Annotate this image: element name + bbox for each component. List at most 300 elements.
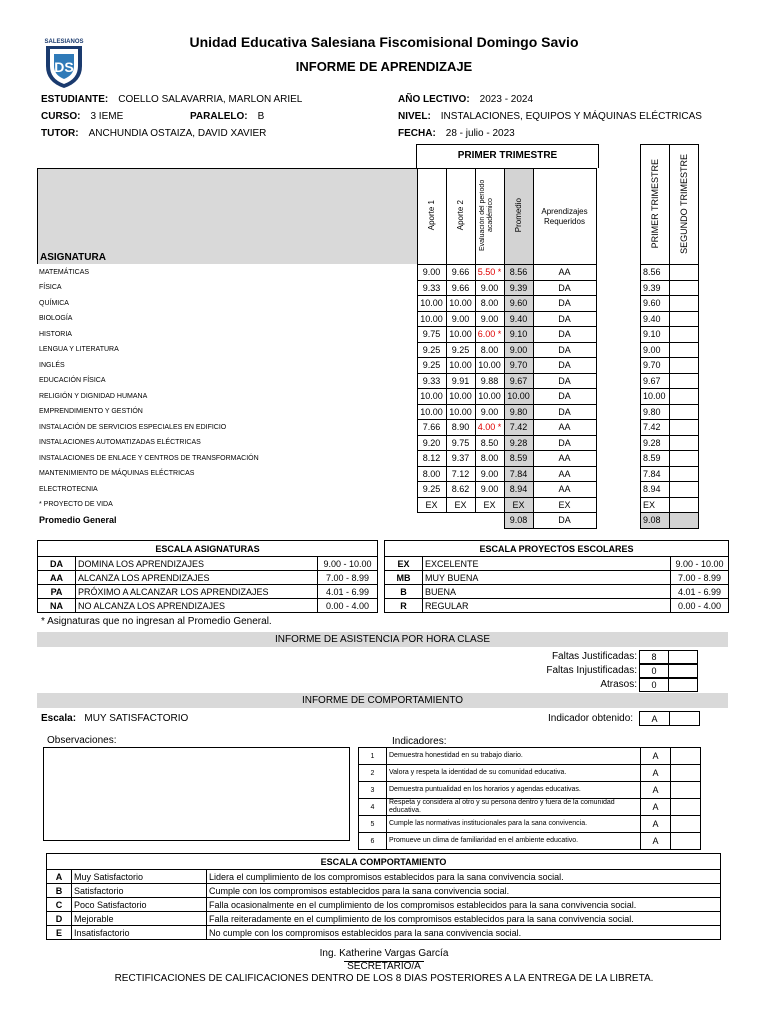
comp-name: Poco Satisfactorio xyxy=(72,898,207,912)
paralelo-row: PARALELO: B xyxy=(190,111,265,122)
grade-row xyxy=(37,311,596,327)
indicador-row xyxy=(359,748,701,765)
side-t2-cell xyxy=(670,327,699,343)
side-t1-cell: 8.56 xyxy=(641,265,670,281)
scale-range: 9.00 - 10.00 xyxy=(671,557,729,571)
grades-header-row xyxy=(37,169,596,265)
subject-name: EMPRENDIMIENTO Y GESTIÓN xyxy=(37,404,417,420)
school-name: Unidad Educativa Salesiana Fiscomisional Domingo Savio xyxy=(189,34,579,50)
aporte2-cell: 7.12 xyxy=(446,466,475,482)
svg-text:DS: DS xyxy=(54,59,74,75)
scale-row xyxy=(385,599,729,613)
subject-name: FÍSICA xyxy=(37,280,417,296)
aporte2-cell: 10.00 xyxy=(446,389,475,405)
student-name: COELLO SALAVARRIA, MARLON ARIEL xyxy=(118,94,303,105)
grade-row xyxy=(37,342,596,358)
promedio-cell: 9.28 xyxy=(504,435,533,451)
note: * Asignaturas que no ingresan al Promedio General. xyxy=(41,616,272,627)
subject-name: MATEMÁTICAS xyxy=(37,265,417,281)
aporte1-cell: 7.66 xyxy=(417,420,446,436)
side-t1-cell: 9.80 xyxy=(641,404,670,420)
grade-row xyxy=(37,389,596,405)
side-row xyxy=(641,311,699,327)
side-t1-cell: 8.59 xyxy=(641,451,670,467)
side-row xyxy=(641,265,699,281)
aporte2-cell: 9.00 xyxy=(446,311,475,327)
scale-desc: NO ALCANZA LOS APRENDIZAJES xyxy=(76,599,318,613)
indicador-row xyxy=(359,765,701,782)
eval-cell: 4.00 * xyxy=(475,420,504,436)
aporte1-cell: 8.00 xyxy=(417,466,446,482)
requerido-cell: AA xyxy=(533,265,596,281)
observaciones-box[interactable] xyxy=(43,747,350,841)
side-t2-cell xyxy=(670,358,699,374)
year-row: AÑO LECTIVO: 2023 - 2024 xyxy=(398,94,534,105)
promedio-cell: 8.94 xyxy=(504,482,533,498)
escala-asignaturas-table xyxy=(37,540,378,613)
side-t2-cell xyxy=(670,451,699,467)
comp-desc: Cumple con los compromisos establecidos para la sana convivencia social. xyxy=(207,884,721,898)
eval-cell: 9.00 xyxy=(475,311,504,327)
indicador-grade: A xyxy=(641,782,671,799)
grade-row xyxy=(37,373,596,389)
indicador-num: 5 xyxy=(359,816,387,833)
asistencia-empty xyxy=(668,650,698,664)
subject-name: EDUCACIÓN FÍSICA xyxy=(37,373,417,389)
eval-cell: 10.00 xyxy=(475,389,504,405)
indicador-empty xyxy=(671,833,701,850)
indicador-grade: A xyxy=(641,833,671,850)
asistencia-title: INFORME DE ASISTENCIA POR HORA CLASE xyxy=(37,632,728,647)
requerido-cell: DA xyxy=(533,389,596,405)
comp-desc: Falla reiteradamente en el cumplimiento de los compromisos establecidos para la sana convivencia social. xyxy=(207,912,721,926)
tutor-name: ANCHUNDIA OSTAIZA, DAVID XAVIER xyxy=(88,128,267,139)
aporte2-cell: 9.25 xyxy=(446,342,475,358)
escala-proyectos-table xyxy=(384,540,729,613)
col-prom: Promedio xyxy=(514,198,523,233)
indicador-text: Demuestra honestidad en su trabajo diario. xyxy=(387,748,641,765)
observaciones-label: Observaciones: xyxy=(47,735,117,746)
scale-range: 7.00 - 8.99 xyxy=(671,571,729,585)
requerido-cell: DA xyxy=(533,435,596,451)
aporte1-cell: 9.25 xyxy=(417,482,446,498)
comportamiento-title: INFORME DE COMPORTAMIENTO xyxy=(37,693,728,708)
scale-code: AA xyxy=(38,571,76,585)
comportamiento-scale-row xyxy=(47,926,721,940)
side-t2-cell xyxy=(670,466,699,482)
requerido-cell: DA xyxy=(533,327,596,343)
grade-row xyxy=(37,420,596,436)
aporte1-cell: 8.12 xyxy=(417,451,446,467)
col-aporte1: Aporte 1 xyxy=(427,200,436,231)
requerido-cell: AA xyxy=(533,451,596,467)
comportamiento-scale-row xyxy=(47,870,721,884)
side-t1-cell: 9.39 xyxy=(641,280,670,296)
aporte2-cell: 9.75 xyxy=(446,435,475,451)
eval-cell: 10.00 xyxy=(475,358,504,374)
grade-row xyxy=(37,497,596,513)
promedio-cell: 9.70 xyxy=(504,358,533,374)
asistencia-row xyxy=(400,678,700,692)
eval-cell: 6.00 * xyxy=(475,327,504,343)
aporte2-cell: 9.66 xyxy=(446,280,475,296)
aporte1-cell: 9.00 xyxy=(417,265,446,281)
escala-row: Escala: MUY SATISFACTORIO xyxy=(41,713,189,724)
asistencia-value: 0 xyxy=(639,664,669,678)
side-t1-cell: 9.67 xyxy=(641,373,670,389)
escala-comportamiento-table xyxy=(46,853,721,940)
subject-header: ASIGNATURA xyxy=(40,252,106,263)
scale-row xyxy=(385,571,729,585)
eval-cell: 8.00 xyxy=(475,342,504,358)
scale-desc: DOMINA LOS APRENDIZAJES xyxy=(76,557,318,571)
side-primer-label: PRIMER TRIMESTRE xyxy=(649,158,660,249)
promedio-cell: 8.56 xyxy=(504,265,533,281)
aporte2-cell: 9.91 xyxy=(446,373,475,389)
side-t1-cell: 8.94 xyxy=(641,482,670,498)
side-t2-cell xyxy=(670,404,699,420)
side-t2-cell xyxy=(670,497,699,513)
tutor-row: TUTOR: ANCHUNDIA OSTAIZA, DAVID XAVIER xyxy=(41,128,267,139)
scale-desc: EXCELENTE xyxy=(423,557,671,571)
promedio-cell: 7.84 xyxy=(504,466,533,482)
aporte2-cell: 9.37 xyxy=(446,451,475,467)
promedio-cell: EX xyxy=(504,497,533,513)
scale-code: B xyxy=(385,585,423,599)
scale-row xyxy=(385,585,729,599)
grade-row xyxy=(37,482,596,498)
indicador-grade: A xyxy=(641,816,671,833)
subject-name: INSTALACIÓN DE SERVICIOS ESPECIALES EN EDIFICIO xyxy=(37,420,417,436)
aporte1-cell: 10.00 xyxy=(417,296,446,312)
escala-proyectos-title: ESCALA PROYECTOS ESCOLARES xyxy=(385,541,729,557)
aporte2-cell: 8.90 xyxy=(446,420,475,436)
aporte2-cell: 10.00 xyxy=(446,358,475,374)
col-aporte2: Aporte 2 xyxy=(456,200,465,231)
requerido-cell: DA xyxy=(533,404,596,420)
indicador-empty xyxy=(671,765,701,782)
indicador-grade: A xyxy=(641,799,671,816)
requerido-cell: DA xyxy=(533,358,596,374)
eval-cell: 8.00 xyxy=(475,451,504,467)
side-t1-cell: 9.70 xyxy=(641,358,670,374)
signer-name: Ing. Katherine Vargas García xyxy=(319,948,449,959)
subject-name: * PROYECTO DE VIDA xyxy=(37,497,417,513)
side-t1-cell: 9.10 xyxy=(641,327,670,343)
general-req: DA xyxy=(533,513,596,529)
indicador-row xyxy=(359,782,701,799)
asistencia-empty xyxy=(668,678,698,692)
side-row xyxy=(641,358,699,374)
asistencia-row xyxy=(400,664,700,678)
scale-range: 4.01 - 6.99 xyxy=(671,585,729,599)
grades-table xyxy=(37,168,597,529)
scale-range: 4.01 - 6.99 xyxy=(318,585,378,599)
asistencia-value: 8 xyxy=(639,650,669,664)
requerido-cell: AA xyxy=(533,466,596,482)
side-t2-cell xyxy=(670,280,699,296)
promedio-cell: 9.39 xyxy=(504,280,533,296)
promedio-cell: 9.40 xyxy=(504,311,533,327)
indicador-num: 3 xyxy=(359,782,387,799)
requerido-cell: EX xyxy=(533,497,596,513)
scale-code: PA xyxy=(38,585,76,599)
scale-code: NA xyxy=(38,599,76,613)
grade-row xyxy=(37,451,596,467)
requerido-cell: DA xyxy=(533,280,596,296)
scale-range: 7.00 - 8.99 xyxy=(318,571,378,585)
eval-cell: 9.00 xyxy=(475,404,504,420)
asistencia-label: Faltas Injustificadas: xyxy=(546,665,637,676)
subject-name: RELIGIÓN Y DIGNIDAD HUMANA xyxy=(37,389,417,405)
aporte2-cell: 10.00 xyxy=(446,404,475,420)
subject-name: INSTALACIONES DE ENLACE Y CENTROS DE TRANSFORMACIÓN xyxy=(37,451,417,467)
indicador-text: Valora y respeta la identidad de su comunidad educativa. xyxy=(387,765,641,782)
scale-row xyxy=(38,557,378,571)
footer-notice: RECTIFICACIONES DE CALIFICACIONES DENTRO DE LOS 8 DIAS POSTERIORES A LA ENTREGA DE LA LIBRETA. xyxy=(114,973,654,984)
general-prom: 9.08 xyxy=(504,513,533,529)
course-value: 3 IEME xyxy=(90,111,124,122)
promedio-cell: 9.67 xyxy=(504,373,533,389)
indicador-empty xyxy=(671,782,701,799)
side-row xyxy=(641,482,699,498)
asistencia-row xyxy=(400,650,700,664)
grade-row xyxy=(37,265,596,281)
side-row xyxy=(641,389,699,405)
signer-role: SECRETARIO/A xyxy=(347,961,421,972)
general-row xyxy=(37,513,596,529)
indicador-text: Demuestra puntualidad en los horarios y agendas educativas. xyxy=(387,782,641,799)
side-t2-cell xyxy=(670,373,699,389)
level-value: INSTALACIONES, EQUIPOS Y MÁQUINAS ELÉCTRICAS xyxy=(440,111,702,122)
scale-range: 0.00 - 4.00 xyxy=(671,599,729,613)
comp-code: E xyxy=(47,926,72,940)
indicador-num: 6 xyxy=(359,833,387,850)
grade-row xyxy=(37,296,596,312)
indicador-num: 1 xyxy=(359,748,387,765)
eval-cell: 5.50 * xyxy=(475,265,504,281)
side-t1-cell: 9.40 xyxy=(641,311,670,327)
asistencia-empty xyxy=(668,664,698,678)
asistencia-label: Faltas Justificadas: xyxy=(551,651,637,662)
scale-desc: REGULAR xyxy=(423,599,671,613)
logo-text: SALESIANOS xyxy=(44,39,84,45)
indicador-text: Promueve un clima de familiaridad en el ambiente educativo. xyxy=(387,833,641,850)
trimester-side-table xyxy=(640,144,699,529)
side-general-t2 xyxy=(670,513,699,529)
course-row: CURSO: 3 IEME xyxy=(41,111,124,122)
comp-code: D xyxy=(47,912,72,926)
comportamiento-scale-row xyxy=(47,884,721,898)
indicador-table xyxy=(639,711,700,726)
indicador-row xyxy=(359,799,701,816)
year-value: 2023 - 2024 xyxy=(479,94,534,105)
scale-row xyxy=(385,557,729,571)
subject-name: LENGUA Y LITERATURA xyxy=(37,342,417,358)
indicador-num: 4 xyxy=(359,799,387,816)
escala-asignaturas-title: ESCALA ASIGNATURAS xyxy=(38,541,378,557)
aporte2-cell: 10.00 xyxy=(446,296,475,312)
indicador-grade: A xyxy=(641,748,671,765)
grade-row xyxy=(37,404,596,420)
aporte1-cell: 10.00 xyxy=(417,389,446,405)
date-value: 28 - julio - 2023 xyxy=(445,128,515,139)
requerido-cell: DA xyxy=(533,342,596,358)
requerido-cell: AA xyxy=(533,482,596,498)
indicador-value: A xyxy=(640,712,670,726)
escala-value: MUY SATISFACTORIO xyxy=(84,713,189,724)
asistencia-value: 0 xyxy=(639,678,669,692)
side-t2-cell xyxy=(670,389,699,405)
side-t2-cell xyxy=(670,482,699,498)
eval-cell: EX xyxy=(475,497,504,513)
scale-row xyxy=(38,571,378,585)
subject-name: HISTORIA xyxy=(37,327,417,343)
side-general-row xyxy=(641,513,699,529)
aporte2-cell: 8.62 xyxy=(446,482,475,498)
grade-row xyxy=(37,358,596,374)
side-t2-cell xyxy=(670,420,699,436)
promedio-cell: 7.42 xyxy=(504,420,533,436)
side-row xyxy=(641,451,699,467)
side-general-t1: 9.08 xyxy=(641,513,670,529)
side-row xyxy=(641,373,699,389)
side-t1-cell: 9.00 xyxy=(641,342,670,358)
scale-code: EX xyxy=(385,557,423,571)
indicador-grade: A xyxy=(641,765,671,782)
indicadores-label: Indicadores: xyxy=(392,736,447,747)
indicadores-table xyxy=(358,747,701,850)
comportamiento-scale-row xyxy=(47,898,721,912)
side-row xyxy=(641,327,699,343)
indicador-row xyxy=(359,833,701,850)
side-t1-cell: 10.00 xyxy=(641,389,670,405)
side-t2-cell xyxy=(670,342,699,358)
comp-desc: No cumple con los compromisos establecidos para la sana convivencia social. xyxy=(207,926,721,940)
indicador-label: Indicador obtenido: xyxy=(548,713,634,724)
side-segundo-label: SEGUNDO TRIMESTRE xyxy=(678,153,689,254)
aporte2-cell: 9.66 xyxy=(446,265,475,281)
indicador-text: Respeta y considera al otro y su persona dentro y fuera de la comunidad educativa. xyxy=(387,799,641,816)
aporte1-cell: 9.75 xyxy=(417,327,446,343)
subject-name: MANTENIMIENTO DE MÁQUINAS ELÉCTRICAS xyxy=(37,466,417,482)
indicador-empty xyxy=(671,816,701,833)
date-row: FECHA: 28 - julio - 2023 xyxy=(398,128,515,139)
asistencia-label: Atrasos: xyxy=(600,679,637,690)
side-row xyxy=(641,497,699,513)
side-t1-cell: EX xyxy=(641,497,670,513)
eval-cell: 8.00 xyxy=(475,296,504,312)
col-req: Aprendizajes Requeridos xyxy=(533,169,596,265)
aporte1-cell: EX xyxy=(417,497,446,513)
grade-row xyxy=(37,327,596,343)
side-t2-cell xyxy=(670,435,699,451)
promedio-cell: 9.80 xyxy=(504,404,533,420)
general-label: Promedio General xyxy=(37,513,417,529)
indicador-num: 2 xyxy=(359,765,387,782)
indicador-text: Cumple las normativas institucionales para la sana convivencia. xyxy=(387,816,641,833)
scale-desc: MUY BUENA xyxy=(423,571,671,585)
escala-comportamiento-title: ESCALA COMPORTAMIENTO xyxy=(47,854,721,870)
side-t1-cell: 7.84 xyxy=(641,466,670,482)
eval-cell: 9.88 xyxy=(475,373,504,389)
scale-code: DA xyxy=(38,557,76,571)
scale-code: R xyxy=(385,599,423,613)
eval-cell: 9.00 xyxy=(475,466,504,482)
level-row: NIVEL: INSTALACIONES, EQUIPOS Y MÁQUINAS ELÉCTRICAS xyxy=(398,111,702,122)
aporte1-cell: 10.00 xyxy=(417,404,446,420)
comp-name: Muy Satisfactorio xyxy=(72,870,207,884)
aporte1-cell: 10.00 xyxy=(417,311,446,327)
aporte1-cell: 9.33 xyxy=(417,280,446,296)
side-row xyxy=(641,296,699,312)
scale-desc: BUENA xyxy=(423,585,671,599)
aporte2-cell: 10.00 xyxy=(446,327,475,343)
aporte1-cell: 9.33 xyxy=(417,373,446,389)
aporte1-cell: 9.20 xyxy=(417,435,446,451)
promedio-cell: 9.00 xyxy=(504,342,533,358)
eval-cell: 9.00 xyxy=(475,280,504,296)
side-row xyxy=(641,466,699,482)
scale-row xyxy=(38,585,378,599)
subject-name: BIOLOGÍA xyxy=(37,311,417,327)
indicador-empty xyxy=(671,799,701,816)
scale-code: MB xyxy=(385,571,423,585)
indicador-row xyxy=(359,816,701,833)
promedio-cell: 8.59 xyxy=(504,451,533,467)
aporte2-cell: EX xyxy=(446,497,475,513)
paralelo-value: B xyxy=(257,111,265,122)
comp-desc: Lidera el cumplimiento de los compromisos establecidos para la sana convivencia social. xyxy=(207,870,721,884)
col-eval: Evaluación del período académico xyxy=(478,179,494,252)
side-t2-cell xyxy=(670,296,699,312)
comportamiento-scale-row xyxy=(47,912,721,926)
comp-name: Mejorable xyxy=(72,912,207,926)
requerido-cell: DA xyxy=(533,296,596,312)
subject-name: INSTALACIONES AUTOMATIZADAS ELÉCTRICAS xyxy=(37,435,417,451)
requerido-cell: DA xyxy=(533,311,596,327)
eval-cell: 9.00 xyxy=(475,482,504,498)
comp-code: A xyxy=(47,870,72,884)
promedio-cell: 9.60 xyxy=(504,296,533,312)
comp-name: Insatisfactorio xyxy=(72,926,207,940)
comp-desc: Falla ocasionalmente en el cumplimiento de los compromisos establecidos para la sana convivencia social. xyxy=(207,898,721,912)
requerido-cell: DA xyxy=(533,373,596,389)
side-t1-cell: 7.42 xyxy=(641,420,670,436)
side-t2-cell xyxy=(670,265,699,281)
side-t1-cell: 9.60 xyxy=(641,296,670,312)
requerido-cell: AA xyxy=(533,420,596,436)
scale-desc: ALCANZA LOS APRENDIZAJES xyxy=(76,571,318,585)
side-row xyxy=(641,420,699,436)
side-t1-cell: 9.28 xyxy=(641,435,670,451)
subject-name: INGLÉS xyxy=(37,358,417,374)
subject-name: QUÍMICA xyxy=(37,296,417,312)
side-row xyxy=(641,280,699,296)
grade-row xyxy=(37,280,596,296)
grade-row xyxy=(37,435,596,451)
scale-desc: PRÓXIMO A ALCANZAR LOS APRENDIZAJES xyxy=(76,585,318,599)
subject-name: ELECTROTECNIA xyxy=(37,482,417,498)
side-t2-cell xyxy=(670,311,699,327)
scale-range: 9.00 - 10.00 xyxy=(318,557,378,571)
comp-code: C xyxy=(47,898,72,912)
indicador-empty xyxy=(671,748,701,765)
comp-name: Satisfactorio xyxy=(72,884,207,898)
aporte1-cell: 9.25 xyxy=(417,358,446,374)
scale-range: 0.00 - 4.00 xyxy=(318,599,378,613)
side-row xyxy=(641,342,699,358)
